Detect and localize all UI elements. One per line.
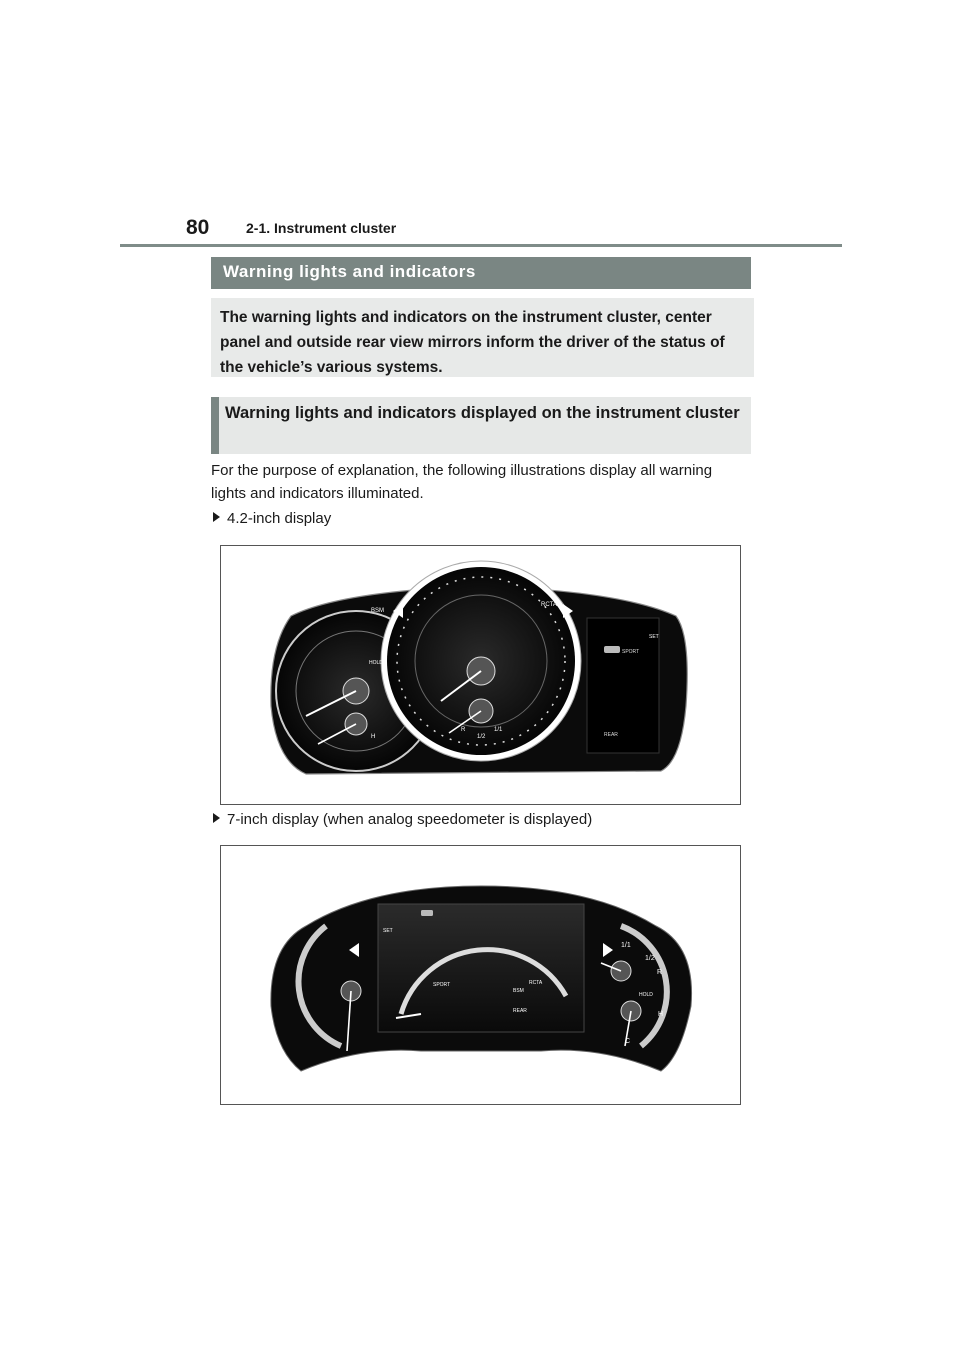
temp-hot-label: H	[658, 1011, 664, 1018]
rcta-indicator-label: RCTA	[529, 980, 543, 986]
page-number: 80	[186, 216, 210, 239]
intro-text: The warning lights and indicators on the instrument cluster, center panel and outside rear view mirrors inform the driver of the status of the vehicle’s various systems.	[211, 298, 754, 377]
triangle-bullet-icon	[213, 813, 220, 823]
bsm-indicator-label: BSM	[513, 988, 524, 994]
temp-hot-label: H	[371, 734, 376, 740]
fuel-full-label: 1/1	[621, 942, 631, 949]
rear-indicator-label: REAR	[513, 1008, 527, 1014]
figure-2-caption: 7-inch display (when analog speedometer is displayed)	[213, 811, 592, 828]
center-display	[378, 904, 584, 1032]
hold-indicator-label: HOLD	[639, 992, 653, 998]
fuel-half-label: 1/2	[477, 734, 486, 740]
rear-indicator-label: REAR	[604, 732, 618, 738]
sport-indicator-label: SPORT	[622, 649, 640, 655]
section-title: Warning lights and indicators	[211, 257, 751, 289]
subheading: Warning lights and indicators displayed on the instrument cluster	[211, 397, 751, 454]
figure-1-caption: 4.2-inch display	[213, 510, 331, 527]
bsm-indicator-label: BSM	[371, 608, 385, 614]
fuel-reserve-label: R	[657, 969, 663, 976]
hold-indicator-label: HOLD	[369, 660, 383, 666]
cluster-illustration-2	[221, 846, 742, 1106]
fuel-reserve-label: R	[461, 727, 466, 733]
set-indicator-label: SET	[383, 928, 393, 934]
eco-indicator-icon	[421, 910, 433, 916]
set-indicator-label: SET	[649, 634, 659, 640]
temp-cold-label: C	[625, 1038, 631, 1045]
fuel-full-label: 1/1	[494, 727, 503, 733]
cluster-illustration-1	[221, 546, 742, 806]
body-paragraph: For the purpose of explanation, the following illustrations display all warning lights and indicators illuminated.	[211, 462, 713, 502]
fuel-half-label: 1/2	[645, 955, 655, 962]
rcta-indicator-label: RCTA	[541, 602, 557, 608]
eco-indicator-icon	[604, 646, 620, 653]
triangle-bullet-icon	[213, 512, 220, 522]
sport-indicator-label: SPORT	[433, 982, 451, 988]
figure-7-inch-display	[220, 845, 741, 1105]
figure-4-2-inch-display	[220, 545, 741, 805]
section-breadcrumb: 2-1. Instrument cluster	[246, 220, 397, 236]
header-divider	[120, 244, 842, 247]
